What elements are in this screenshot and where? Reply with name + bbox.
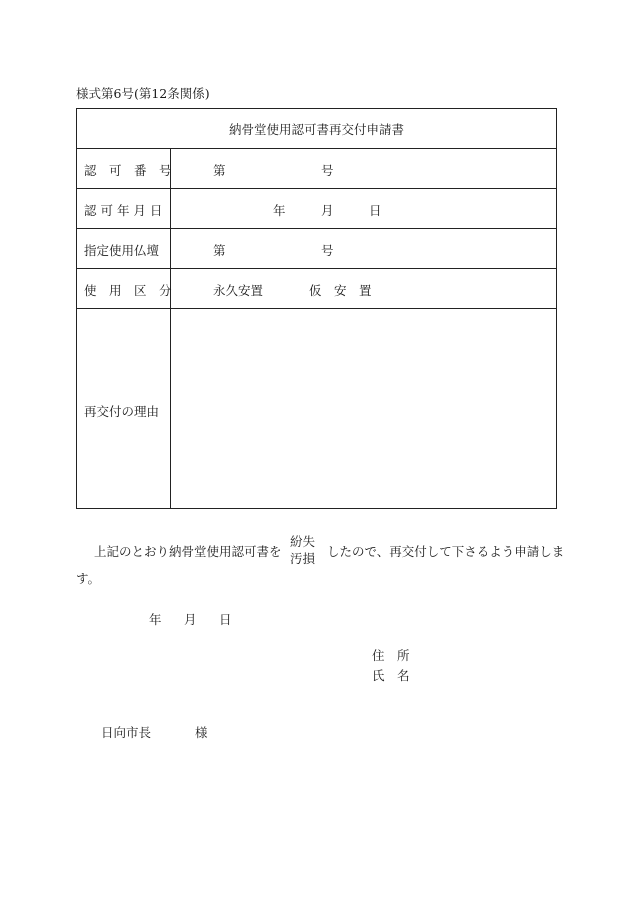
applicant-name-label: 氏 名 <box>372 668 410 683</box>
designated-altar-label-cell <box>77 229 171 268</box>
permit-date-month: 月 <box>321 203 334 218</box>
option-lost: 紛失 <box>290 534 316 549</box>
designated-altar-row <box>77 229 556 269</box>
permit-number-prefix: 第 <box>213 163 226 178</box>
reissue-reason-label-cell <box>77 309 171 508</box>
permit-number-suffix: 号 <box>321 163 334 178</box>
reissue-reason-label: 再交付の理由 <box>84 404 160 419</box>
statement-part1: 上記のとおり納骨堂使用認可書を <box>94 544 282 559</box>
permit-date-label: 認 可 年 月 日 <box>84 203 163 218</box>
reissue-reason-row <box>77 309 556 508</box>
addressee-honorific: 様 <box>195 725 208 740</box>
designated-altar-label: 指定使用仏壇 <box>84 243 160 258</box>
application-date-month: 月 <box>184 612 197 627</box>
form-number: 様式第6号(第12条関係) <box>76 86 210 101</box>
permit-date-year: 年 <box>273 203 286 218</box>
usage-option-temporary: 仮 安 置 <box>309 283 372 298</box>
usage-category-label: 使 用 区 分 <box>84 283 172 298</box>
permit-number-label-cell <box>77 149 171 188</box>
application-date-year: 年 <box>149 612 162 627</box>
usage-category-row <box>77 269 556 309</box>
usage-category-label-cell <box>77 269 171 308</box>
form-title: 納骨堂使用認可書再交付申請書 <box>228 122 404 137</box>
permit-number-row <box>77 149 556 189</box>
permit-date-day: 日 <box>369 203 382 218</box>
addressee-name: 日向市長 <box>101 725 152 740</box>
statement-options <box>290 533 315 567</box>
designated-altar-prefix: 第 <box>213 243 226 258</box>
statement-part3: す。 <box>76 571 101 586</box>
applicant-address-label: 住 所 <box>372 648 410 663</box>
option-damaged: 汚損 <box>290 551 316 566</box>
table-title-row <box>77 109 556 149</box>
permit-date-label-cell <box>77 189 171 228</box>
application-table <box>76 108 557 509</box>
application-date-day: 日 <box>219 612 232 627</box>
permit-number-label: 認 可 番 号 <box>84 163 172 178</box>
permit-date-row <box>77 189 556 229</box>
statement-part2: したので、再交付して下さるよう申請しま <box>327 544 565 559</box>
usage-option-permanent: 永久安置 <box>213 283 264 298</box>
designated-altar-suffix: 号 <box>321 243 334 258</box>
